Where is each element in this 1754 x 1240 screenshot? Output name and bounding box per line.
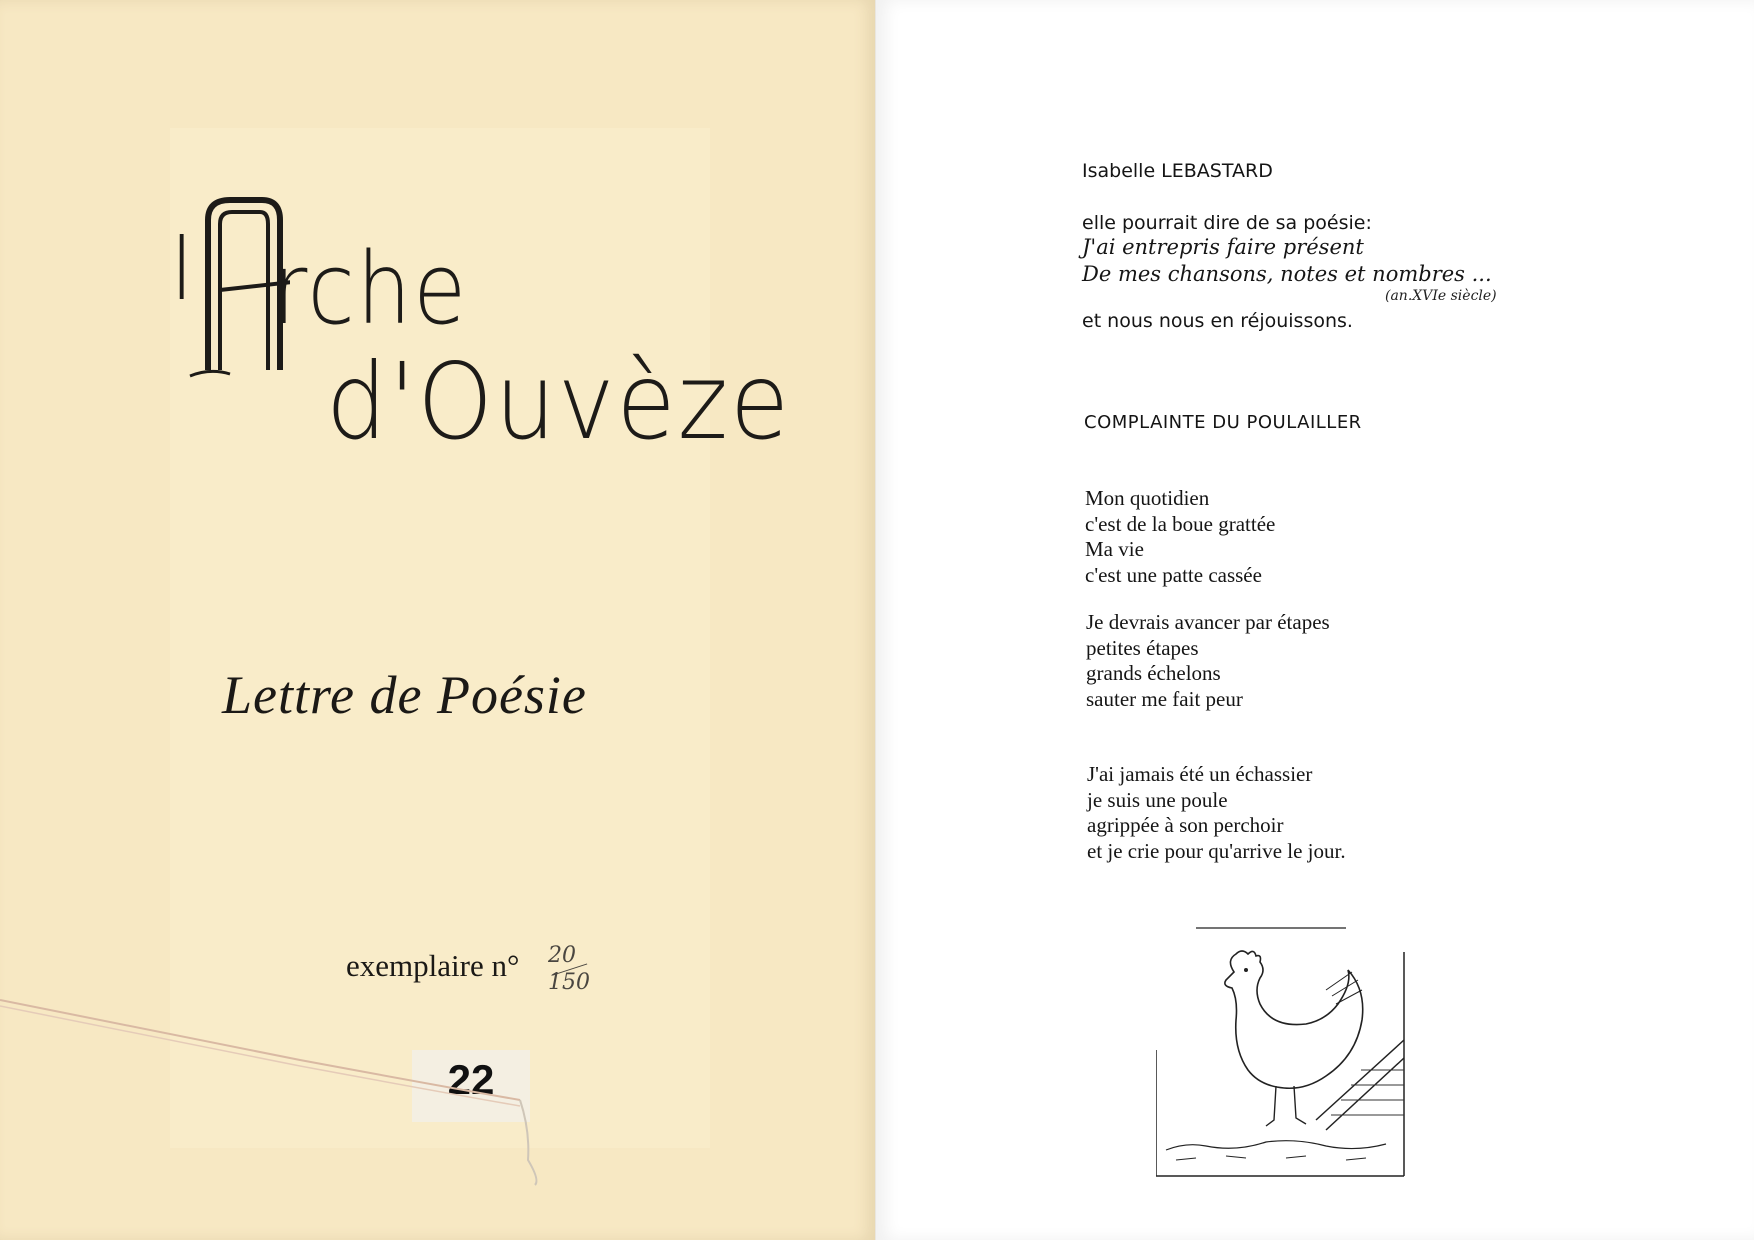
quote-source: (an.XVIe siècle) (1385, 288, 1497, 304)
cover-subtitle: Lettre de Poésie (222, 665, 587, 725)
title-word-arche: rche (272, 232, 469, 347)
poem-line: Ma vie (1085, 537, 1144, 561)
title-prefix: l' (170, 220, 222, 320)
poem-line: je suis une poule (1087, 787, 1228, 812)
binding-string-icon (0, 990, 600, 1190)
poem-body (1085, 486, 1346, 863)
poem-line: et je crie pour qu'arrive le jour. (1087, 838, 1346, 863)
stanza (1087, 762, 1346, 864)
title-word-douveze: d'Ouvèze (326, 340, 792, 464)
copy-label: exemplaire n° (346, 948, 520, 983)
outro-line: et nous nous en réjouissons. (1082, 310, 1353, 332)
issue-number: 22 (447, 1056, 495, 1103)
stanza (1086, 610, 1330, 712)
poem-line: c'est de la boue grattée (1085, 511, 1276, 536)
quote-block (1082, 234, 1492, 288)
quote-line: J'ai entrepris faire présent (1082, 235, 1364, 259)
poem-line: sauter me fait peur (1086, 686, 1243, 711)
poem-title: COMPLAINTE DU POULAILLER (1084, 412, 1362, 433)
poem-page (876, 0, 1754, 1240)
copy-total: 150 (548, 970, 590, 996)
author-name: Isabelle LEBASTARD (1082, 160, 1273, 182)
journal-title (170, 180, 792, 480)
stanza (1085, 486, 1275, 588)
quote-line: De mes chansons, notes et nombres ... (1082, 262, 1492, 286)
poem-line: J'ai jamais été un échassier (1087, 762, 1313, 786)
cover-page (0, 0, 875, 1240)
intro-line: elle pourrait dire de sa poésie: (1082, 212, 1372, 234)
copy-number: 20 (548, 943, 576, 968)
hen-illustration-icon (1156, 920, 1406, 1180)
poem-line: Je devrais avancer par étapes (1086, 610, 1330, 634)
poem-line: grands échelons (1086, 661, 1221, 685)
copy-number-handwritten (548, 944, 590, 995)
poem-line: agrippée à son perchoir (1087, 813, 1284, 837)
poem-line: c'est une patte cassée (1085, 562, 1262, 587)
poem-line: petites étapes (1086, 635, 1199, 660)
poem-line: Mon quotidien (1085, 486, 1210, 510)
